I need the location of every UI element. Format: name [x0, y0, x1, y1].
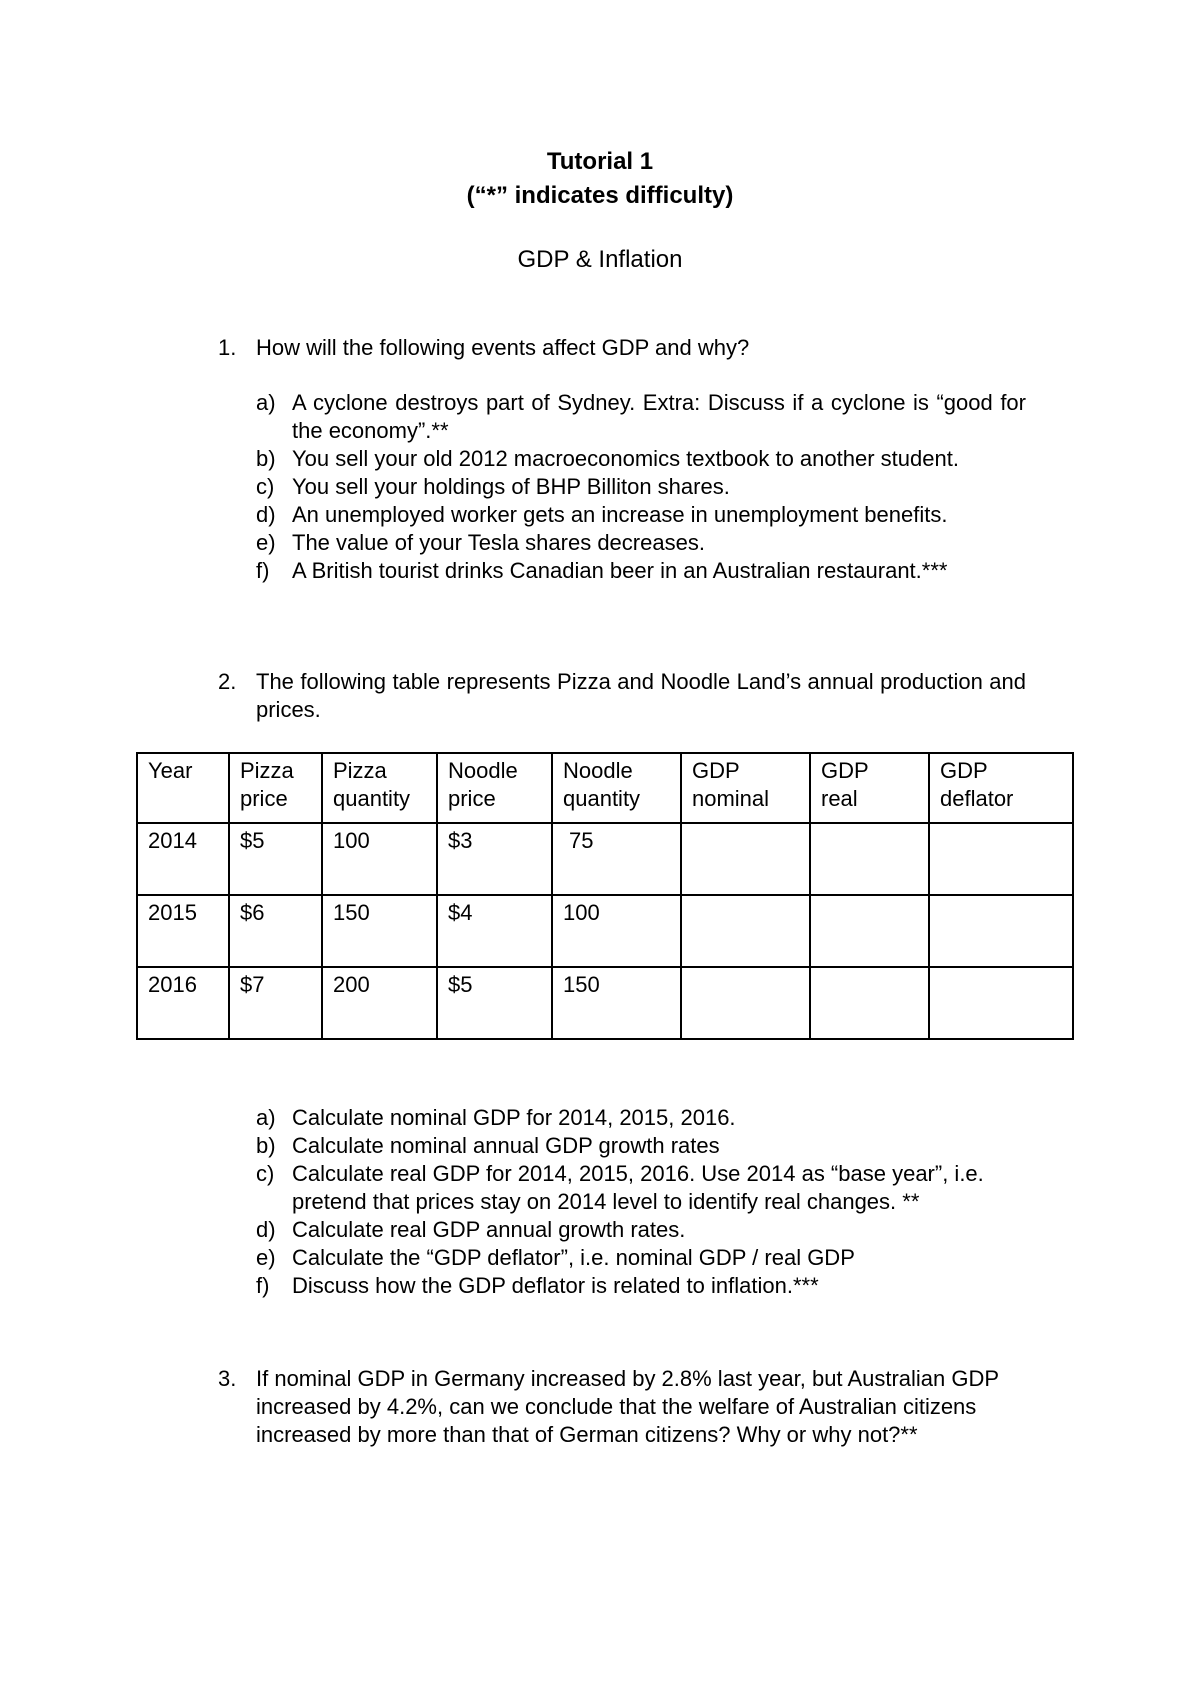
table-cell: $7 — [229, 967, 322, 1039]
table-cell: 2016 — [137, 967, 229, 1039]
item-label: c) — [256, 1161, 275, 1186]
table-cell — [681, 823, 810, 895]
item-label: f) — [256, 558, 270, 583]
table-cell: $3 — [437, 823, 552, 895]
question-number: 3. — [218, 1366, 237, 1391]
table-cell — [929, 823, 1073, 895]
header-cell: GDP deflator — [929, 753, 1073, 823]
item-label: e) — [256, 530, 276, 555]
item-label: c) — [256, 474, 275, 499]
item-text: An unemployed worker gets an increase in unemployment benefits. — [292, 502, 948, 527]
item-label: a) — [256, 390, 276, 415]
item-text: You sell your old 2012 macroeconomics textbook to another student. — [292, 446, 959, 471]
question-text: The following table represents Pizza and Noodle Land’s annual production and prices. — [256, 669, 1026, 722]
table-cell — [681, 967, 810, 1039]
table-cell: 100 — [322, 823, 437, 895]
table-row — [137, 823, 1073, 895]
question-number: 1. — [218, 335, 237, 360]
header-cell: Noodle price — [437, 753, 552, 823]
item-text: Discuss how the GDP deflator is related to inflation.*** — [292, 1273, 819, 1298]
table-cell: 2015 — [137, 895, 229, 967]
item-label: b) — [256, 446, 276, 471]
table-cell — [810, 967, 929, 1039]
header-cell: Noodle quantity — [552, 753, 681, 823]
header-cell: Pizza price — [229, 753, 322, 823]
production-table — [136, 752, 1074, 1040]
item-text: You sell your holdings of BHP Billiton shares. — [292, 474, 730, 499]
item-text: A cyclone destroys part of Sydney. Extra: Discuss if a cyclone is “good for the economy”.** — [292, 390, 1026, 443]
table-cell: $5 — [437, 967, 552, 1039]
table-cell — [810, 823, 929, 895]
header-cell: Pizza quantity — [322, 753, 437, 823]
question-number: 2. — [218, 669, 237, 694]
item-label: e) — [256, 1245, 276, 1270]
header-cell: Year — [137, 753, 229, 823]
table-cell: $4 — [437, 895, 552, 967]
item-label: f) — [256, 1273, 270, 1298]
item-label: a) — [256, 1105, 276, 1130]
item-label: d) — [256, 502, 276, 527]
table-cell: 75 — [552, 823, 681, 895]
question-text: How will the following events affect GDP and why? — [256, 335, 750, 360]
table-cell: 100 — [552, 895, 681, 967]
item-text: Calculate real GDP annual growth rates. — [292, 1217, 686, 1242]
item-text: A British tourist drinks Canadian beer in an Australian restaurant.*** — [292, 558, 948, 583]
topic-heading: GDP & Inflation — [517, 246, 683, 273]
table-cell — [681, 895, 810, 967]
header-cell: GDP real — [810, 753, 929, 823]
item-text: Calculate nominal annual GDP growth rates — [292, 1133, 720, 1158]
difficulty-note: (“*” indicates difficulty) — [466, 182, 734, 209]
item-label: b) — [256, 1133, 276, 1158]
table-cell: 150 — [552, 967, 681, 1039]
item-text: Calculate the “GDP deflator”, i.e. nominal GDP / real GDP — [292, 1245, 855, 1270]
table-cell: 200 — [322, 967, 437, 1039]
table-row — [137, 967, 1073, 1039]
table-cell: $6 — [229, 895, 322, 967]
item-text: Calculate nominal GDP for 2014, 2015, 2016. — [292, 1105, 736, 1130]
header-cell: GDP nominal — [681, 753, 810, 823]
item-text: The value of your Tesla shares decreases. — [292, 530, 705, 555]
table-cell — [929, 895, 1073, 967]
page-title: Tutorial 1 — [546, 148, 654, 175]
table-cell: 150 — [322, 895, 437, 967]
item-text: Calculate real GDP for 2014, 2015, 2016. Use 2014 as “base year”, i.e. pretend that prices stay on 2014 level to identify real changes. ** — [292, 1161, 984, 1214]
table-cell — [929, 967, 1073, 1039]
question-text: If nominal GDP in Germany increased by 2.8% last year, but Australian GDP increased by 4.2%, can we conclude that the welfare of Australian citizens increased by more than that of German citizens? Why or why not?** — [256, 1366, 999, 1447]
table-row — [137, 895, 1073, 967]
table-cell: 2014 — [137, 823, 229, 895]
table-cell — [810, 895, 929, 967]
table-cell: $5 — [229, 823, 322, 895]
table-header-row — [137, 753, 1073, 823]
item-label: d) — [256, 1217, 276, 1242]
